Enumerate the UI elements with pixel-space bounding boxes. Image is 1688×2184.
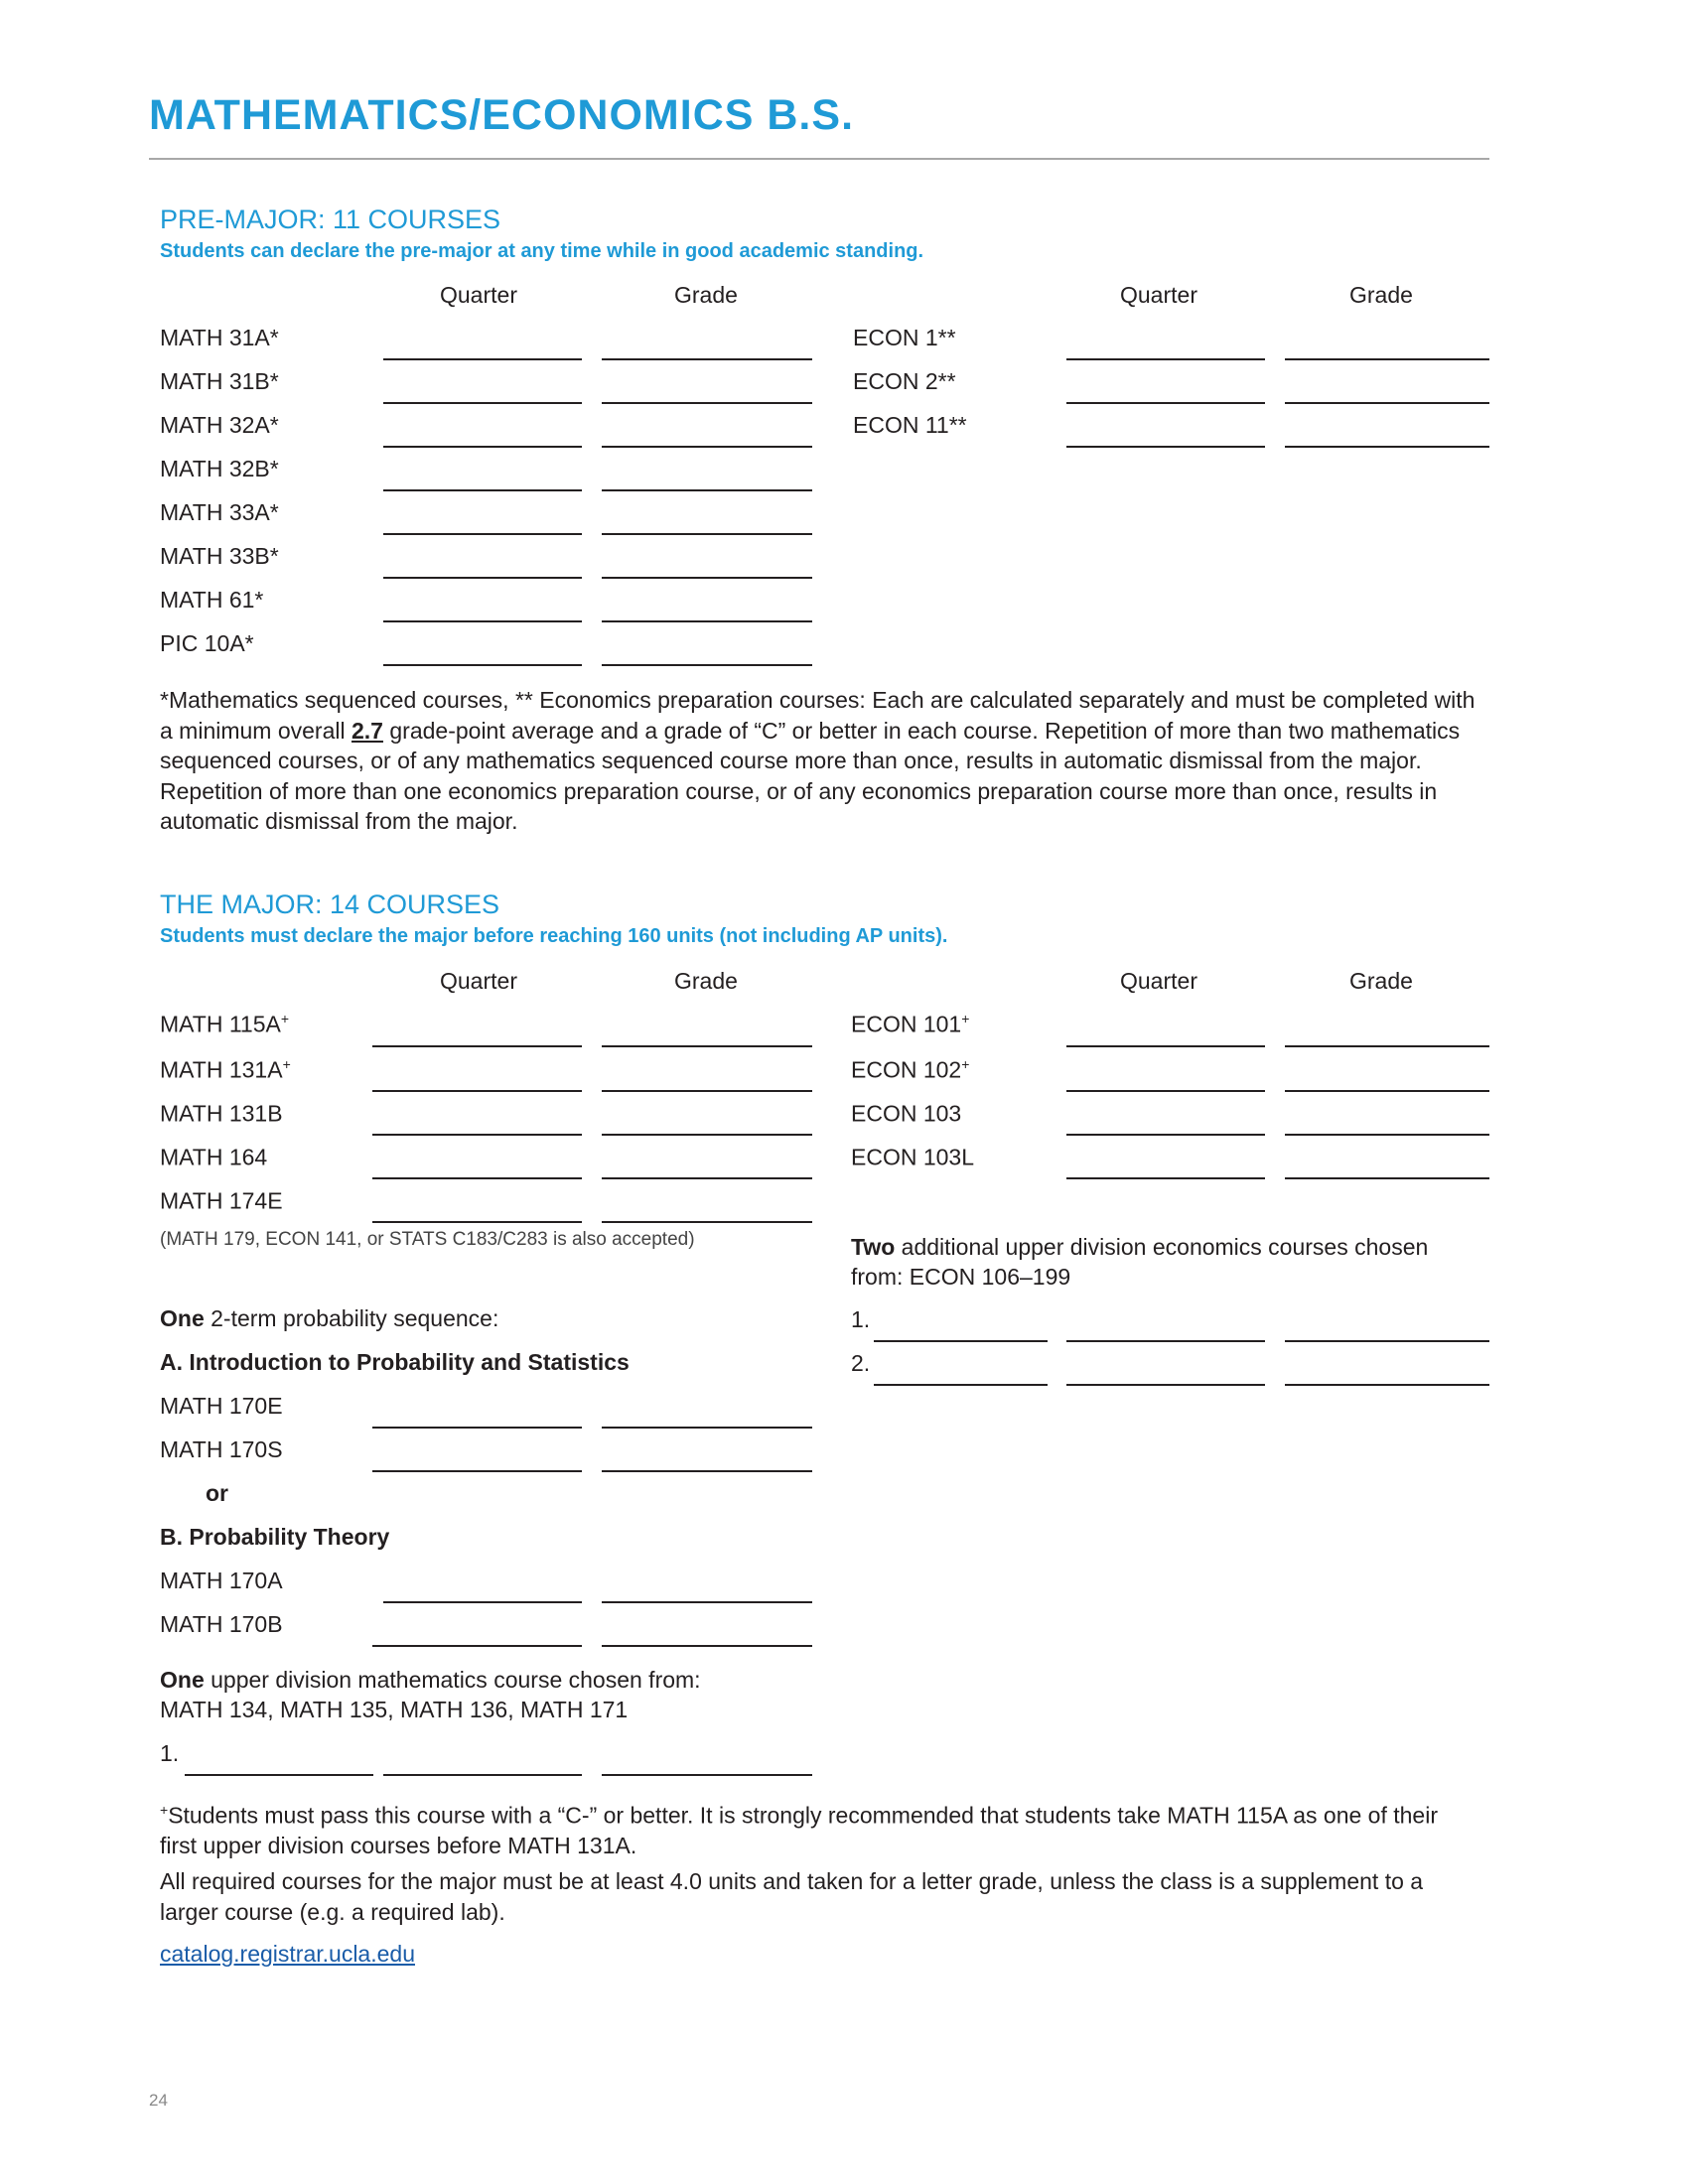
grade-field[interactable] bbox=[602, 1221, 812, 1223]
premajor-econ-course: ECON 11** bbox=[853, 412, 967, 438]
math-alternative-note: (MATH 179, ECON 141, or STATS C183/C283 is also accepted) bbox=[160, 1229, 695, 1250]
major-col-grade-right: Grade bbox=[1349, 968, 1413, 994]
premajor-col-quarter-left: Quarter bbox=[440, 282, 517, 308]
grade-field[interactable] bbox=[1285, 1045, 1489, 1047]
quarter-field[interactable] bbox=[1066, 1134, 1265, 1136]
quarter-field[interactable] bbox=[383, 446, 582, 448]
catalog-link[interactable]: catalog.registrar.ucla.edu bbox=[160, 1941, 415, 1967]
footnote-text-after: grade-point average and a grade of “C” or better in each course. Repetition of more than two mathematics sequenced courses, or of any mathematics sequenced course more than once, results in automatic dismissal from the major. Repetition of more than one economics preparation course, or of any economics preparation course more than once, results in automatic dismissal from the major. bbox=[160, 717, 1461, 834]
premajor-math-course: MATH 31A* bbox=[160, 325, 279, 350]
grade-field[interactable] bbox=[602, 577, 812, 579]
grade-field[interactable] bbox=[602, 1470, 812, 1472]
grade-field[interactable] bbox=[602, 358, 812, 360]
premajor-math-course: MATH 31B* bbox=[160, 368, 279, 394]
grade-field[interactable] bbox=[602, 1177, 812, 1179]
or-separator: or bbox=[206, 1480, 228, 1506]
major-math-course: MATH 131A+ bbox=[160, 1056, 291, 1083]
premajor-math-course: MATH 33A* bbox=[160, 499, 279, 525]
option-a-course: MATH 170E bbox=[160, 1393, 283, 1419]
major-math-course: MATH 115A+ bbox=[160, 1011, 290, 1037]
quarter-field[interactable] bbox=[383, 577, 582, 579]
major-math-course: MATH 174E bbox=[160, 1187, 283, 1214]
grade-field[interactable] bbox=[1285, 1177, 1489, 1179]
premajor-math-course: MATH 32B* bbox=[160, 456, 279, 481]
grade-field[interactable] bbox=[1285, 1384, 1489, 1386]
quarter-field[interactable] bbox=[1066, 1045, 1265, 1047]
probability-instruction: One 2-term probability sequence: bbox=[160, 1305, 499, 1331]
option-a-heading: A. Introduction to Probability and Statistics bbox=[160, 1349, 630, 1375]
premajor-math-course: MATH 32A* bbox=[160, 412, 279, 438]
quarter-field[interactable] bbox=[383, 533, 582, 535]
major-heading: THE MAJOR: 14 COURSES bbox=[160, 889, 500, 919]
grade-field[interactable] bbox=[1285, 1090, 1489, 1092]
upper-math-list: MATH 134, MATH 135, MATH 136, MATH 171 bbox=[160, 1697, 629, 1722]
premajor-col-grade-right: Grade bbox=[1349, 282, 1413, 308]
course-field[interactable] bbox=[874, 1384, 1048, 1386]
grade-field[interactable] bbox=[1285, 358, 1489, 360]
units-note: All required courses for the major must be at least 4.0 units and taken for a letter grade, unless the class is a supplement to a larger course (e.g. a required lab). bbox=[160, 1868, 1424, 1925]
premajor-math-course: PIC 10A* bbox=[160, 630, 254, 656]
grade-field[interactable] bbox=[602, 1601, 812, 1603]
grade-field[interactable] bbox=[1285, 446, 1489, 448]
major-econ-course: ECON 103 bbox=[851, 1100, 962, 1127]
premajor-econ-course: ECON 2** bbox=[853, 368, 956, 394]
quarter-field[interactable] bbox=[372, 1221, 582, 1223]
footnote-gpa: 2.7 bbox=[352, 717, 383, 744]
econ-elective-number: 2. bbox=[851, 1350, 871, 1376]
quarter-field[interactable] bbox=[383, 402, 582, 404]
upper-math-instruction: One upper division mathematics course chosen from: bbox=[160, 1667, 701, 1693]
premajor-col-quarter-right: Quarter bbox=[1120, 282, 1197, 308]
major-econ-course: ECON 103L bbox=[851, 1144, 975, 1170]
premajor-math-course: MATH 33B* bbox=[160, 543, 279, 569]
major-col-grade-left: Grade bbox=[674, 968, 738, 994]
quarter-field[interactable] bbox=[372, 1090, 582, 1092]
option-b-heading: B. Probability Theory bbox=[160, 1524, 390, 1550]
premajor-subheading: Students can declare the pre-major at any time while in good academic standing. bbox=[160, 240, 924, 262]
grade-field[interactable] bbox=[602, 1427, 812, 1429]
econ-elective-number: 1. bbox=[851, 1306, 871, 1332]
major-math-course: MATH 164 bbox=[160, 1144, 268, 1170]
option-b-course: MATH 170B bbox=[160, 1611, 283, 1637]
grade-field[interactable] bbox=[602, 1645, 812, 1647]
quarter-field[interactable] bbox=[1066, 1177, 1265, 1179]
plus-footnote: +Students must pass this course with a “C-” or better. It is strongly recommended that students take MATH 115A as one of their first upper division courses before MATH 131A. bbox=[160, 1802, 1438, 1859]
major-col-quarter-right: Quarter bbox=[1120, 968, 1197, 994]
grade-field[interactable] bbox=[602, 1045, 812, 1047]
course-field[interactable] bbox=[185, 1774, 373, 1776]
quarter-field[interactable] bbox=[383, 664, 582, 666]
quarter-field[interactable] bbox=[372, 1645, 582, 1647]
quarter-field[interactable] bbox=[1066, 1340, 1265, 1342]
major-subheading: Students must declare the major before reaching 160 units (not including AP units). bbox=[160, 925, 948, 947]
quarter-field[interactable] bbox=[383, 489, 582, 491]
grade-field[interactable] bbox=[602, 533, 812, 535]
footnote-text-before: *Mathematics sequenced courses, ** Economics preparation courses: Each are calculated separately and must be completed with a minimum overall bbox=[160, 687, 1476, 744]
option-b-course: MATH 170A bbox=[160, 1568, 283, 1593]
major-col-quarter-left: Quarter bbox=[440, 968, 517, 994]
page-number: 24 bbox=[149, 2091, 168, 2110]
premajor-col-grade-left: Grade bbox=[674, 282, 738, 308]
grade-field[interactable] bbox=[1285, 1340, 1489, 1342]
quarter-field[interactable] bbox=[1066, 1384, 1265, 1386]
quarter-field[interactable] bbox=[372, 1470, 582, 1472]
major-math-course: MATH 131B bbox=[160, 1100, 283, 1127]
quarter-field[interactable] bbox=[383, 1774, 582, 1776]
grade-field[interactable] bbox=[602, 1134, 812, 1136]
premajor-econ-course: ECON 1** bbox=[853, 325, 956, 350]
page-title: MATHEMATICS/ECONOMICS B.S. bbox=[149, 91, 855, 139]
quarter-field[interactable] bbox=[383, 1601, 582, 1603]
quarter-field[interactable] bbox=[1066, 1090, 1265, 1092]
upper-math-number: 1. bbox=[160, 1740, 180, 1766]
quarter-field[interactable] bbox=[383, 620, 582, 622]
quarter-field[interactable] bbox=[1066, 402, 1265, 404]
major-econ-course: ECON 101+ bbox=[851, 1011, 970, 1037]
premajor-footnote bbox=[160, 685, 1480, 837]
grade-field[interactable] bbox=[1285, 1134, 1489, 1136]
title-divider bbox=[149, 158, 1489, 160]
major-econ-course: ECON 102+ bbox=[851, 1056, 970, 1083]
grade-field[interactable] bbox=[602, 664, 812, 666]
two-additional-econ-instruction: Two additional upper division economics courses chosen from: ECON 106–199 bbox=[851, 1234, 1429, 1290]
quarter-field[interactable] bbox=[372, 1427, 582, 1429]
course-field[interactable] bbox=[874, 1340, 1048, 1342]
grade-field[interactable] bbox=[602, 489, 812, 491]
quarter-field[interactable] bbox=[1066, 358, 1265, 360]
option-a-course: MATH 170S bbox=[160, 1436, 283, 1462]
quarter-field[interactable] bbox=[372, 1045, 582, 1047]
premajor-heading: PRE-MAJOR: 11 COURSES bbox=[160, 205, 501, 234]
grade-field[interactable] bbox=[1285, 402, 1489, 404]
quarter-field[interactable] bbox=[372, 1134, 582, 1136]
quarter-field[interactable] bbox=[1066, 446, 1265, 448]
grade-field[interactable] bbox=[602, 620, 812, 622]
premajor-math-course: MATH 61* bbox=[160, 587, 264, 613]
grade-field[interactable] bbox=[602, 1090, 812, 1092]
grade-field[interactable] bbox=[602, 402, 812, 404]
grade-field[interactable] bbox=[602, 1774, 812, 1776]
quarter-field[interactable] bbox=[383, 358, 582, 360]
quarter-field[interactable] bbox=[372, 1177, 582, 1179]
grade-field[interactable] bbox=[602, 446, 812, 448]
